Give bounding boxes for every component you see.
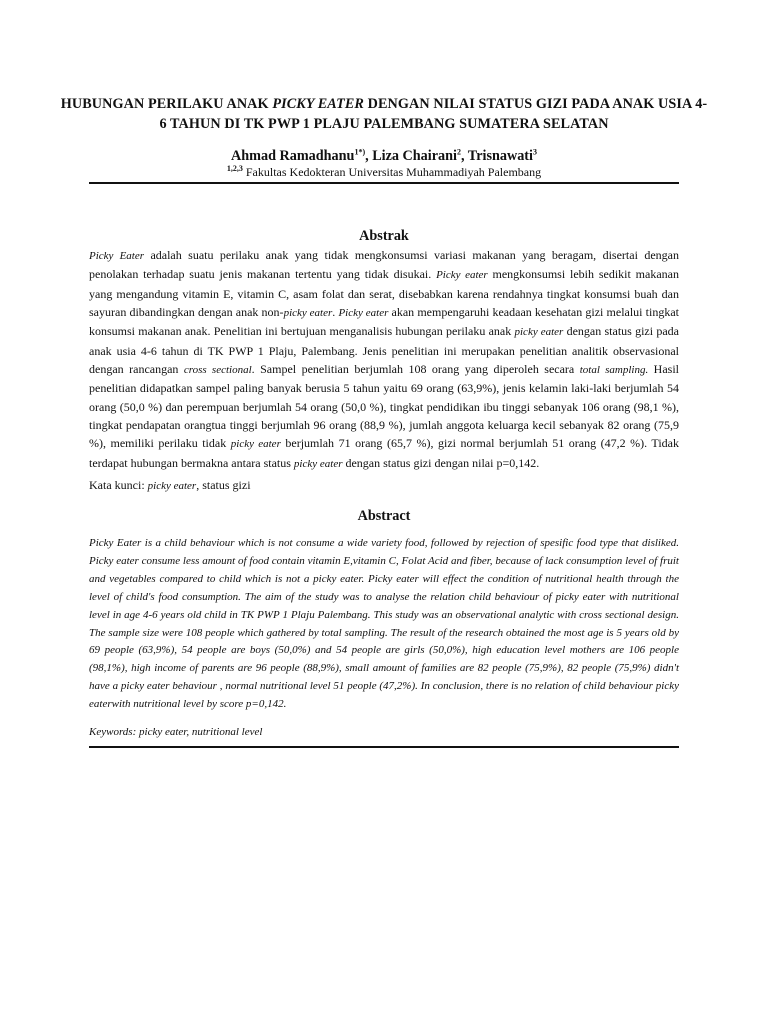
title-text-italic: PICKY EATER — [272, 96, 364, 112]
abstrak-text: . — [332, 305, 339, 320]
kata-kunci-italic: picky eater — [147, 480, 197, 492]
abstrak-italic-term: Picky eater — [436, 269, 488, 282]
abstrak-text: . Sampel penelitian berjumlah 108 orang yang diperoleh secara — [251, 362, 580, 377]
author-superscript: 1*) — [354, 147, 366, 157]
top-divider — [89, 182, 679, 184]
keywords-label: Keywords — [89, 726, 133, 738]
paper-title — [60, 94, 708, 134]
kata-kunci-label: Kata kunci: — [89, 478, 148, 492]
keywords — [89, 723, 679, 741]
keywords-text: : picky eater, nutritional level — [132, 726, 263, 738]
author-list — [60, 147, 708, 165]
abstrak-italic-term: Picky eater — [338, 307, 389, 320]
abstrak-italic-term: picky eater — [230, 438, 281, 451]
affiliation — [60, 164, 708, 180]
abstrak-text: mengkonsumsi lebih sedikit makanan yang mengandung vitamin E, vitamin C, asam folat dan serat, disebabkan karena rendahnya tingkat konsumsi buah dan sayuran dibandingkan dengan anak non- — [89, 267, 679, 320]
abstrak-italic-term: picky eater — [514, 326, 564, 339]
title-text-part3: DENGAN NILAI STATUS GIZI PADA ANAK USIA 4-6 TAHUN DI TK PWP 1 PLAJU PALEMBANG SUMATERA SELATAN — [159, 96, 708, 132]
affiliation-superscript: 1,2,3 — [226, 164, 243, 173]
author-separator: , — [365, 148, 373, 164]
abstrak-text: adalah suatu perilaku anak yang tidak mengkonsumsi variasi makanan yang beragam, disertai dengan penolakan terhadap suatu jenis makanan tertentu yang tidak disukai. — [89, 248, 679, 282]
abstrak-italic-term: Picky Eater — [89, 250, 145, 262]
abstrak-text: Hasil penelitian didapatkan sampel paling banyak berusia 5 tahun yaitu 69 orang (63,9%), jenis kelamin laki-laki berjumlah 54 orang (50,0 %) dan perempuan berjumlah 54 orang (50,0 %), tingkat pendidikan ibu tinggi sebanyak 106 orang (98,1 %), tingkat pendapatan orangtua tinggi berjumlah 96 orang (88,9 %), jumlah anggota keluarga kecil sebanyak 82 orang (75,9 %), memiliki perilaku tidak — [89, 362, 679, 451]
abstrak-text: akan mempengaruhi keadaan kesehatan gizi melalui tingkat konsumsi makanan anak. Penelitian ini bertujuan menganalisis hubungan perilaku anak — [89, 305, 679, 339]
abstrak-italic-term: picky eater — [293, 457, 343, 470]
kata-kunci — [89, 476, 679, 495]
abstrak-italic-term: total sampling. — [579, 364, 649, 377]
author-separator: , — [460, 148, 468, 164]
abstrak-text: dengan status gizi dengan nilai p=0,142. — [342, 455, 540, 470]
kata-kunci-rest: , status gizi — [196, 478, 251, 492]
abstrak-italic-term: picky eater — [283, 307, 333, 320]
abstrak-heading: Abstrak — [359, 228, 409, 244]
author-name: Trisnawati — [467, 148, 533, 164]
author-name: Ahmad Ramadhanu — [231, 148, 355, 164]
bottom-divider — [89, 746, 679, 748]
abstract-paragraph: Picky Eater is a child behaviour which is not consume a wide variety food, followed by rejection of spesific food type that disliked. Picky eater consume less amount of food contain vitamin E,vitamin C, Folat Acid and fiber, because of lack consumption level of fruit and vegetables compared to child which is not a picky eater. Picky eater will effect the condition of nutritional health through the level of child's food consumption. The aim of the study was to analyse the relation child behaviour of picky eater with nutritional level in age 4-6 years old child in TK PWP 1 Plaju Palembang. This study was an observational analytic with cross sectional design. The sample size were 108 people which gathered by total sampling. The result of the research obtained the most age is 5 years old by 69 people (63,9%), 54 people are boys (50,0%) and 54 people are girls (50,0%), high education level mothers are 106 people (98,1%), high income of parents are 96 people (88,9%), small amount of families are 82 people (75,9%), 82 people (75,9%) didn't have a picky eater behaviour , normal nutritional level 51 people (47,2%). In conclusion, there is no relation of child behaviour picky eaterwith nutritional level by score p=0,142. — [89, 537, 679, 711]
abstrak-text: dengan status gizi pada anak usia 4-6 tahun di TK PWP 1 Plaju, Palembang. Jenis penelitian ini merupakan penelitian analitik observasional dengan rancangan — [89, 324, 679, 377]
author-name: Liza Chairani — [372, 148, 457, 164]
abstrak-paragraph — [89, 246, 679, 473]
abstract-heading: Abstract — [357, 508, 411, 524]
abstrak-text: berjumlah 71 orang (65,7 %), gizi normal berjumlah 51 orang (47,2 %). Tidak terdapat hubungan bermakna antara status — [89, 436, 680, 470]
author-superscript: 3 — [532, 147, 537, 157]
abstrak-italic-term: cross sectional — [183, 364, 252, 377]
author-superscript: 2 — [456, 147, 461, 157]
title-text-part1: HUBUNGAN PERILAKU ANAK — [60, 96, 273, 112]
affiliation-text: Fakultas Kedokteran Universitas Muhammadiyah Palembang — [242, 165, 542, 179]
